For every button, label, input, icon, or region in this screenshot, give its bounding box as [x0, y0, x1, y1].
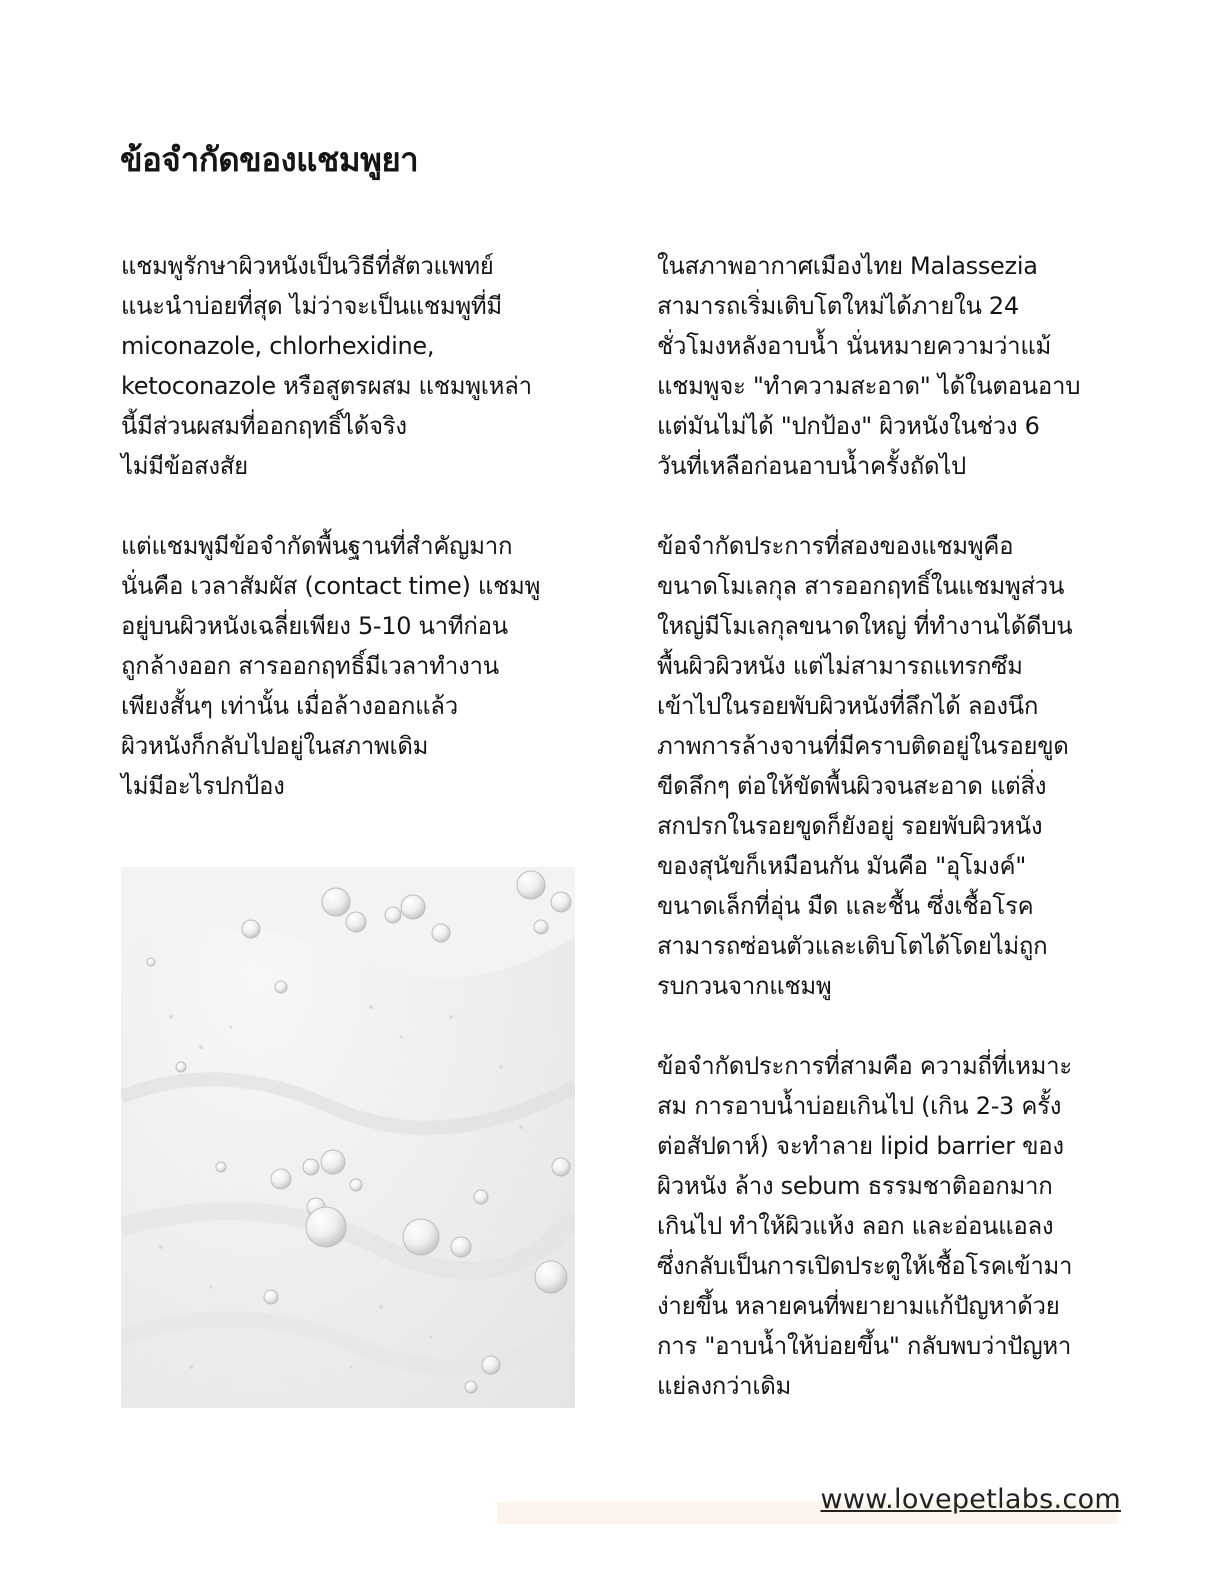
- paragraph-contact-time: แต่แชมพูมีข้อจำกัดพื้นฐานที่สำคัญมาก นั่นคือ เวลาสัมผัส (contact time) แชมพู อยู่บนผิวหนังเฉลี่ยเพียง 5-10 นาทีก่อน ถูกล้างออก สารออกฤทธิ์มีเวลาทำงาน เพียงสั้นๆ เท่านั้น เมื่อล้างออกแล้ว ผิวหนังก็กลับไปอยู่ในสภาพเดิม ไม่มีอะไรปกป้อง: [121, 532, 541, 800]
- paragraph-frequency: ข้อจำกัดประการที่สามคือ ความถี่ที่เหมาะ สม การอาบน้ำบ่อยเกินไป (เกิน 2-3 ครั้ง ต่อสัปดาห์) จะทำลาย lipid barrier ของ ผิวหนัง ล้าง sebum ธรรมชาติออกมาก เกินไป ทำให้ผิวแห้ง ลอก และอ่อนแอลง ซึ่งกลับเป็นการเปิดประตูให้เชื้อโรคเข้ามา ง่ายขึ้น หลายคนที่พยายามแก้ปัญหาด้วย การ "อาบน้ำให้บ่อยขึ้น" กลับพบว่าปัญหา แย่ลงกว่าเดิม: [657, 1052, 1073, 1400]
- right-column: [657, 246, 1117, 1446]
- paragraph-intro: แชมพูรักษาผิวหนังเป็นวิธีที่สัตวแพทย์ แนะนำบ่อยที่สุด ไม่ว่าจะเป็นแชมพูที่มี miconazole, chlorhexidine, ketoconazole หรือสูตรผสม แชมพูเหล่า นี้มีส่วนผสมที่ออกฤทธิ์ได้จริง ไม่มีข้อสงสัย: [121, 252, 532, 480]
- page-title: ข้อจำกัดของแชมพูยา: [120, 140, 419, 179]
- website-link[interactable]: www.lovepetlabs.com: [820, 1484, 1121, 1515]
- paragraph-molecule-size: ข้อจำกัดประการที่สองของแชมพูคือ ขนาดโมเลกุล สารออกฤทธิ์ในแชมพูส่วน ใหญ่มีโมเลกุลขนาดใหญ่ ที่ทำงานได้ดีบน พื้นผิวผิวหนัง แต่ไม่สามารถแทรกซึม เข้าไปในรอยพับผิวหนังที่ลึกได้ ลองนึก ภาพการล้างจานที่มีคราบติดอยู่ในรอยขูด ขีดลึกๆ ต่อให้ขัดพื้นผิวจนสะอาด แต่สิ่ง สกปรกในรอยขูดก็ยังอยู่ รอยพับผิวหนัง ของสุนัขก็เหมือนกัน มันคือ "อุโมงค์" ขนาดเล็กที่อุ่น มืด และชื้น ซึ่งเชื้อโรค สามารถซ่อนตัวและเติบโตได้โดยไม่ถูก รบกวนจากแชมพู: [657, 532, 1073, 1000]
- shampoo-foam-image: [121, 867, 575, 1408]
- paragraph-malassezia: ในสภาพอากาศเมืองไทย Malassezia สามารถเริ่มเติบโตใหม่ได้ภายใน 24 ชั่วโมงหลังอาบน้ำ นั่นหมายความว่าแม้ แชมพูจะ "ทำความสะอาด" ได้ในตอนอาบ แต่มันไม่ได้ "ปกป้อง" ผิวหนังในช่วง 6 วันที่เหลือก่อนอาบน้ำครั้งถัดไป: [657, 252, 1081, 480]
- left-column: [121, 246, 591, 846]
